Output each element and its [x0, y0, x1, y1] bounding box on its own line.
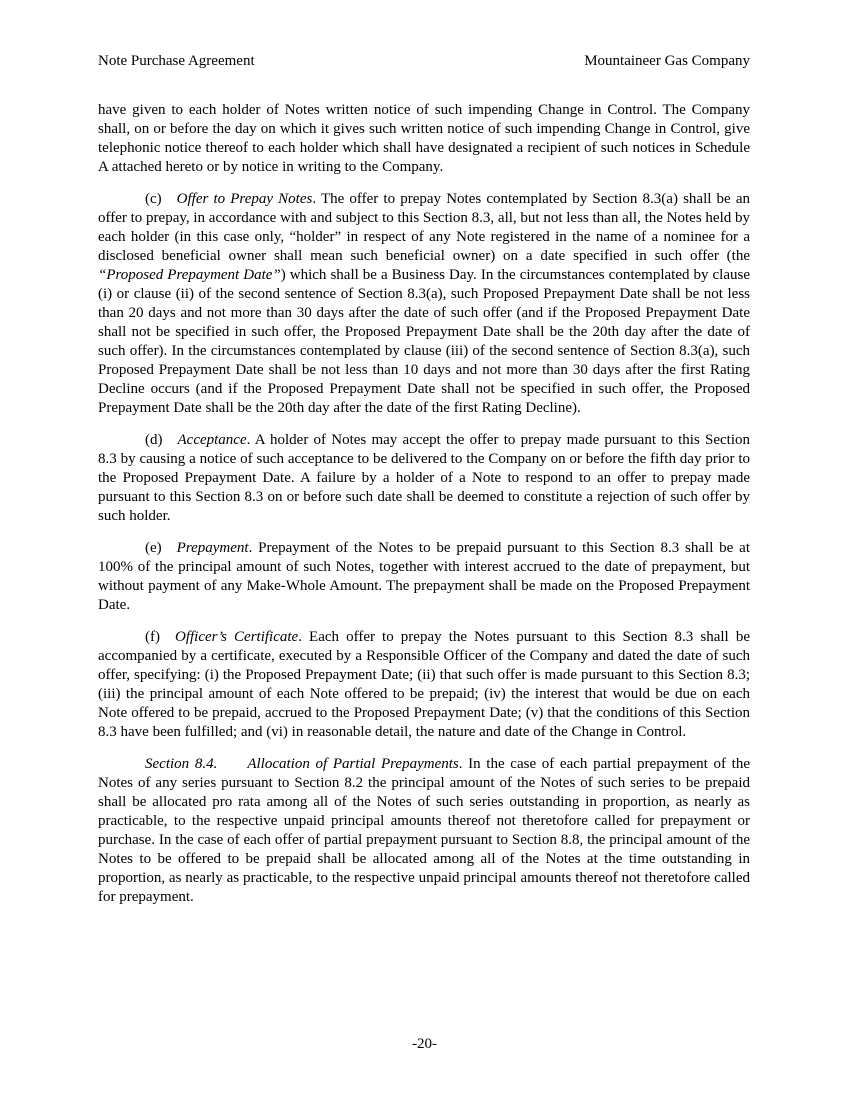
page-footer	[0, 1035, 849, 1054]
text-run: ) which shall be a Business Day. In the circumstances contemplated by clause (i) or clause (ii) of the second sentence of Section 8.3(a), such Proposed Prepayment Date shall be not less than 20 days and not more than 30 days after the date of such offer (and if the Proposed Prepayment Date shall not be specified in such offer, the Proposed Prepayment Date shall be the 20th day after the date of such offer). In the circumstances contemplated by clause (iii) of the second sentence of Section 8.3(a), such Proposed Prepayment Date shall be not less than 10 days and not more than 30 days after the first Rating Decline occurs (and if the Proposed Prepayment Date shall not be specified in such offer, the Proposed Prepayment Date shall be the 20th day after the date of the first Rating Decline).	[98, 267, 750, 416]
running-header	[98, 52, 750, 71]
header-document-title: Note Purchase Agreement	[98, 53, 255, 69]
text-run: . The offer to prepay Notes contemplated by Section 8.3(a) shall be an offer to prepay, in accordance with and subject to this Section 8.3, all, but not less than all, the Notes held by each holder (in this case only, “holder” in respect of any Note registered in the name of a nominee for a disclosed beneficial owner shall mean such beneficial owner) on a date specified in such offer (the	[98, 191, 751, 264]
italic-text-run: Section 8.4.	[145, 756, 218, 772]
text-run: (d)	[145, 432, 178, 448]
italic-text-run: Officer’s Certificate	[175, 629, 299, 645]
italic-text-run: Offer to Prepay Notes	[176, 191, 313, 207]
text-run: (e)	[145, 540, 177, 556]
paragraph	[98, 539, 750, 615]
italic-text-run: Prepayment	[176, 540, 249, 556]
header-company-name: Mountaineer Gas Company	[584, 53, 750, 69]
paragraph	[98, 101, 750, 177]
document-body	[98, 101, 750, 920]
text-run: . A holder of Notes may accept the offer to prepay made pursuant to this Section 8.3 by causing a notice of such acceptance to be delivered to the Company on or before the fifth day prior to the Proposed Prepayment Date. A failure by a holder of a Note to respond to an offer to prepay made pursuant to this Section 8.3 on or before such date shall be deemed to constitute a rejection of such offer by such holder.	[98, 432, 750, 524]
italic-text-run: Acceptance	[177, 432, 247, 448]
text-run: have given to each holder of Notes written notice of such impending Change in Control. The Company shall, on or before the day on which it gives such written notice of such impending Change in Control, give telephonic notice thereof to each holder which shall have designated a recipient of such notices in Schedule A attached hereto or by notice in writing to the Company.	[98, 102, 750, 175]
paragraph	[98, 190, 750, 418]
italic-text-run: Allocation of Partial Prepayments	[247, 756, 459, 772]
text-run	[217, 756, 247, 772]
paragraph	[98, 431, 750, 526]
text-run: (c)	[145, 191, 177, 207]
text-run: . In the case of each partial prepayment of the Notes of any series pursuant to Section 8.2 the principal amount of the Notes of such series to be prepaid shall be allocated pro rata among all of the Notes of such series outstanding in proportion, as nearly as practicable, to the respective unpaid principal amounts thereof not theretofore called for prepayment or purchase. In the case of each offer of partial prepayment pursuant to Section 8.8, the principal amount of the Notes to be offered to be prepaid shall be allocated among all of the Notes at the time outstanding in proportion, as nearly as practicable, to the respective unpaid principal amounts thereof not theretofore called for prepayment.	[98, 756, 750, 905]
paragraph	[98, 755, 750, 907]
page-number: -20-	[412, 1036, 437, 1052]
paragraph	[98, 628, 750, 742]
text-run: . Each offer to prepay the Notes pursuant to this Section 8.3 shall be accompanied by a certificate, executed by a Responsible Officer of the Company and dated the date of such offer, specifying: (i) the Proposed Prepayment Date; (ii) that such offer is made pursuant to this Section 8.3; (iii) the principal amount of each Note offered to be prepaid; (iv) the interest that would be due on each Note offered to be prepaid, accrued to the Proposed Prepayment Date; (v) that the conditions of this Section 8.3 have been fulfilled; and (vi) in reasonable detail, the nature and date of the Change in Control.	[98, 629, 750, 740]
text-run: (f)	[145, 629, 175, 645]
text-run: . Prepayment of the Notes to be prepaid pursuant to this Section 8.3 shall be at 100% of the principal amount of such Notes, together with interest accrued to the date of prepayment, but without payment of any Make-Whole Amount. The prepayment shall be made on the Proposed Prepayment Date.	[98, 540, 750, 613]
italic-text-run: “Proposed Prepayment Date”	[98, 267, 281, 283]
